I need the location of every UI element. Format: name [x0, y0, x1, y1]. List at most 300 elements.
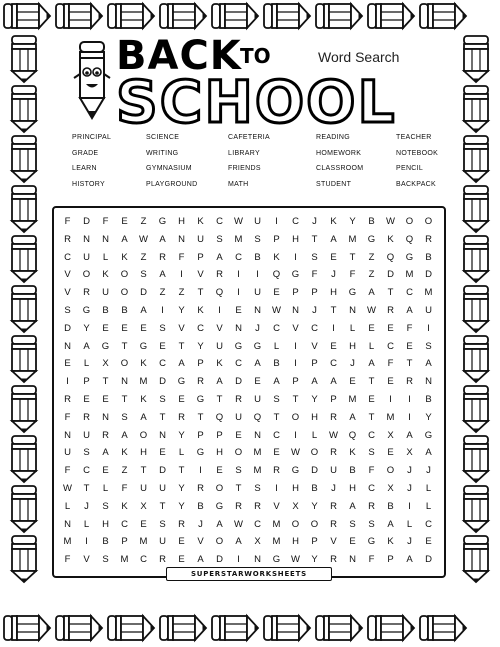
grid-letter[interactable]: U: [254, 216, 261, 227]
grid-letter[interactable]: R: [330, 554, 337, 566]
grid-letter[interactable]: I: [389, 393, 392, 405]
grid-letter[interactable]: E: [121, 322, 128, 334]
grid-letter[interactable]: T: [368, 376, 375, 388]
grid-letter[interactable]: E: [121, 216, 128, 227]
grid-letter[interactable]: K: [330, 216, 337, 227]
grid-letter[interactable]: H: [330, 287, 337, 299]
grid-letter[interactable]: E: [387, 322, 394, 334]
grid-letter[interactable]: S: [368, 518, 375, 530]
grid-letter[interactable]: T: [140, 465, 147, 477]
grid-letter[interactable]: N: [349, 304, 356, 316]
grid-letter[interactable]: N: [292, 304, 299, 316]
grid-letter[interactable]: N: [235, 322, 242, 334]
grid-letter[interactable]: A: [216, 376, 223, 388]
grid-letter[interactable]: G: [291, 269, 300, 281]
grid-letter[interactable]: V: [178, 322, 185, 334]
grid-letter[interactable]: C: [254, 518, 261, 530]
grid-letter[interactable]: A: [349, 411, 356, 423]
grid-letter[interactable]: F: [64, 554, 71, 566]
grid-letter[interactable]: R: [368, 500, 375, 512]
grid-letter[interactable]: V: [83, 554, 90, 566]
grid-letter[interactable]: G: [367, 233, 376, 245]
grid-letter[interactable]: W: [272, 304, 281, 316]
grid-letter[interactable]: S: [254, 233, 261, 245]
grid-letter[interactable]: Z: [368, 269, 375, 281]
grid-letter[interactable]: D: [425, 554, 432, 566]
grid-letter[interactable]: E: [273, 447, 280, 459]
grid-letter[interactable]: I: [294, 340, 297, 352]
grid-letter[interactable]: A: [406, 304, 413, 316]
grid-letter[interactable]: A: [121, 429, 128, 441]
grid-letter[interactable]: P: [387, 554, 394, 566]
grid-letter[interactable]: L: [349, 322, 356, 334]
grid-letter[interactable]: Y: [311, 500, 318, 512]
grid-letter[interactable]: G: [367, 536, 376, 548]
grid-letter[interactable]: I: [294, 429, 297, 441]
grid-letter[interactable]: C: [140, 554, 147, 566]
grid-letter[interactable]: A: [330, 376, 337, 388]
grid-letter[interactable]: L: [64, 500, 71, 512]
grid-letter[interactable]: R: [178, 518, 185, 530]
grid-letter[interactable]: E: [102, 393, 109, 405]
grid-letter[interactable]: L: [425, 500, 432, 512]
grid-letter[interactable]: F: [102, 216, 109, 227]
grid-letter[interactable]: G: [291, 465, 300, 477]
grid-letter[interactable]: N: [178, 233, 185, 245]
grid-letter[interactable]: U: [159, 536, 166, 548]
grid-letter[interactable]: M: [386, 411, 395, 423]
grid-letter[interactable]: B: [425, 251, 432, 263]
grid-letter[interactable]: S: [83, 447, 90, 459]
grid-letter[interactable]: U: [102, 287, 109, 299]
grid-letter[interactable]: D: [235, 376, 242, 388]
grid-letter[interactable]: N: [102, 233, 109, 245]
grid-letter[interactable]: H: [102, 518, 109, 530]
grid-letter[interactable]: D: [387, 269, 394, 281]
grid-letter[interactable]: J: [312, 216, 317, 227]
grid-letter[interactable]: J: [407, 465, 412, 477]
grid-letter[interactable]: N: [254, 304, 261, 316]
grid-letter[interactable]: N: [159, 429, 166, 441]
grid-letter[interactable]: Z: [178, 287, 185, 299]
grid-letter[interactable]: S: [311, 251, 318, 263]
grid-letter[interactable]: M: [120, 554, 129, 566]
grid-letter[interactable]: B: [121, 304, 128, 316]
grid-letter[interactable]: L: [368, 340, 375, 352]
grid-letter[interactable]: P: [273, 233, 280, 245]
grid-letter[interactable]: E: [159, 340, 166, 352]
grid-letter[interactable]: J: [331, 482, 336, 494]
grid-letter[interactable]: G: [348, 287, 357, 299]
grid-letter[interactable]: R: [254, 500, 261, 512]
grid-letter[interactable]: R: [216, 269, 223, 281]
grid-letter[interactable]: E: [140, 322, 147, 334]
grid-letter[interactable]: O: [386, 465, 395, 477]
grid-letter[interactable]: W: [386, 216, 395, 227]
grid-letter[interactable]: Y: [311, 554, 318, 566]
grid-letter[interactable]: I: [85, 536, 88, 548]
grid-letter[interactable]: H: [349, 340, 356, 352]
grid-letter[interactable]: S: [273, 393, 280, 405]
grid-letter[interactable]: R: [330, 518, 337, 530]
grid-letter[interactable]: E: [178, 554, 185, 566]
grid-letter[interactable]: I: [332, 322, 335, 334]
grid-letter[interactable]: I: [199, 465, 202, 477]
grid-letter[interactable]: A: [254, 358, 261, 370]
grid-letter[interactable]: I: [256, 269, 259, 281]
grid-letter[interactable]: N: [121, 376, 128, 388]
grid-letter[interactable]: W: [139, 233, 148, 245]
grid-letter[interactable]: S: [159, 322, 166, 334]
grid-letter[interactable]: K: [197, 216, 204, 227]
grid-letter[interactable]: J: [426, 465, 431, 477]
grid-letter[interactable]: Y: [178, 482, 185, 494]
grid-letter[interactable]: I: [294, 358, 297, 370]
grid-letter[interactable]: M: [253, 465, 262, 477]
grid-letter[interactable]: G: [234, 340, 243, 352]
grid-letter[interactable]: A: [102, 447, 109, 459]
grid-letter[interactable]: R: [425, 233, 432, 245]
grid-letter[interactable]: E: [235, 429, 242, 441]
grid-letter[interactable]: I: [408, 500, 411, 512]
grid-letter[interactable]: F: [349, 269, 356, 281]
grid-letter[interactable]: K: [387, 233, 394, 245]
grid-letter[interactable]: N: [425, 376, 432, 388]
grid-letter[interactable]: S: [254, 482, 261, 494]
grid-letter[interactable]: T: [273, 411, 280, 423]
grid-letter[interactable]: P: [121, 536, 128, 548]
grid-letter[interactable]: B: [368, 216, 375, 227]
grid-letter[interactable]: S: [425, 340, 432, 352]
grid-letter[interactable]: F: [368, 554, 375, 566]
grid-letter[interactable]: D: [425, 269, 432, 281]
grid-letter[interactable]: P: [83, 376, 90, 388]
grid-letter[interactable]: D: [311, 465, 318, 477]
grid-letter[interactable]: A: [140, 304, 147, 316]
grid-letter[interactable]: W: [291, 447, 300, 459]
grid-letter[interactable]: Q: [386, 251, 395, 263]
grid-letter[interactable]: N: [64, 429, 71, 441]
grid-letter[interactable]: Q: [348, 429, 357, 441]
grid-letter[interactable]: N: [83, 233, 90, 245]
grid-letter[interactable]: T: [178, 465, 185, 477]
grid-letter[interactable]: Y: [83, 322, 90, 334]
grid-letter[interactable]: T: [330, 304, 337, 316]
grid-letter[interactable]: G: [253, 340, 262, 352]
grid-letter[interactable]: T: [406, 358, 413, 370]
grid-letter[interactable]: E: [406, 340, 413, 352]
grid-letter[interactable]: C: [159, 358, 166, 370]
grid-letter[interactable]: A: [216, 251, 223, 263]
grid-letter[interactable]: F: [406, 322, 413, 334]
grid-letter[interactable]: X: [387, 429, 394, 441]
grid-letter[interactable]: H: [140, 447, 147, 459]
grid-letter[interactable]: T: [197, 411, 204, 423]
grid-letter[interactable]: E: [254, 376, 261, 388]
grid-letter[interactable]: G: [424, 429, 433, 441]
grid-letter[interactable]: O: [405, 216, 414, 227]
grid-letter[interactable]: G: [196, 447, 205, 459]
grid-letter[interactable]: I: [237, 269, 240, 281]
grid-letter[interactable]: M: [405, 269, 414, 281]
grid-letter[interactable]: S: [64, 304, 71, 316]
grid-letter[interactable]: F: [178, 251, 185, 263]
grid-letter[interactable]: P: [292, 376, 299, 388]
grid-letter[interactable]: C: [64, 251, 71, 263]
grid-letter[interactable]: C: [425, 518, 432, 530]
grid-letter[interactable]: V: [64, 287, 71, 299]
grid-letter[interactable]: L: [83, 518, 90, 530]
grid-letter[interactable]: U: [216, 340, 223, 352]
grid-letter[interactable]: I: [218, 304, 221, 316]
grid-letter[interactable]: V: [292, 322, 299, 334]
grid-letter[interactable]: L: [406, 518, 413, 530]
grid-letter[interactable]: A: [83, 340, 90, 352]
grid-letter[interactable]: R: [330, 411, 337, 423]
grid-letter[interactable]: O: [120, 287, 129, 299]
grid-letter[interactable]: G: [82, 304, 91, 316]
grid-letter[interactable]: C: [197, 322, 204, 334]
grid-letter[interactable]: B: [102, 536, 109, 548]
grid-letter[interactable]: F: [387, 358, 394, 370]
grid-letter[interactable]: Z: [368, 251, 375, 263]
grid-letter[interactable]: E: [387, 376, 394, 388]
grid-letter[interactable]: C: [216, 216, 223, 227]
grid-letter[interactable]: S: [368, 447, 375, 459]
grid-letter[interactable]: A: [197, 554, 204, 566]
grid-letter[interactable]: T: [235, 482, 242, 494]
grid-letter[interactable]: B: [254, 251, 261, 263]
grid-letter[interactable]: C: [311, 322, 318, 334]
grid-letter[interactable]: Z: [159, 287, 166, 299]
grid-letter[interactable]: X: [292, 500, 299, 512]
grid-letter[interactable]: A: [406, 554, 413, 566]
grid-letter[interactable]: L: [311, 429, 318, 441]
grid-letter[interactable]: L: [102, 251, 109, 263]
grid-letter[interactable]: S: [349, 518, 356, 530]
grid-letter[interactable]: U: [83, 251, 90, 263]
grid-letter[interactable]: M: [272, 518, 281, 530]
grid-letter[interactable]: D: [159, 465, 166, 477]
grid-letter[interactable]: J: [84, 500, 89, 512]
grid-letter[interactable]: K: [121, 500, 128, 512]
grid-letter[interactable]: K: [216, 358, 223, 370]
grid-letter[interactable]: A: [216, 518, 223, 530]
grid-letter[interactable]: B: [387, 500, 394, 512]
grid-letter[interactable]: Q: [253, 411, 262, 423]
grid-letter[interactable]: O: [215, 482, 224, 494]
grid-letter[interactable]: C: [235, 251, 242, 263]
grid-letter[interactable]: R: [159, 554, 166, 566]
grid-letter[interactable]: R: [102, 429, 109, 441]
grid-letter[interactable]: R: [178, 411, 185, 423]
grid-letter[interactable]: N: [102, 411, 109, 423]
grid-letter[interactable]: P: [311, 287, 318, 299]
grid-letter[interactable]: H: [349, 482, 356, 494]
grid-letter[interactable]: E: [273, 287, 280, 299]
grid-letter[interactable]: Q: [215, 411, 224, 423]
grid-letter[interactable]: A: [368, 358, 375, 370]
grid-letter[interactable]: C: [387, 340, 394, 352]
grid-letter[interactable]: R: [197, 482, 204, 494]
grid-letter[interactable]: H: [292, 233, 299, 245]
grid-letter[interactable]: E: [368, 322, 375, 334]
grid-letter[interactable]: E: [349, 376, 356, 388]
grid-letter[interactable]: K: [140, 358, 147, 370]
grid-letter[interactable]: Y: [178, 500, 185, 512]
grid-letter[interactable]: E: [83, 393, 90, 405]
grid-letter[interactable]: K: [102, 269, 109, 281]
grid-letter[interactable]: P: [197, 429, 204, 441]
grid-letter[interactable]: T: [311, 233, 318, 245]
grid-letter[interactable]: T: [159, 500, 166, 512]
grid-letter[interactable]: V: [273, 500, 280, 512]
grid-letter[interactable]: E: [140, 518, 147, 530]
grid-letter[interactable]: S: [140, 269, 147, 281]
grid-letter[interactable]: T: [368, 411, 375, 423]
grid-letter[interactable]: E: [368, 393, 375, 405]
grid-letter[interactable]: E: [235, 304, 242, 316]
grid-letter[interactable]: W: [329, 429, 338, 441]
grid-letter[interactable]: C: [368, 429, 375, 441]
grid-letter[interactable]: O: [234, 447, 243, 459]
grid-letter[interactable]: V: [216, 322, 223, 334]
grid-letter[interactable]: R: [330, 500, 337, 512]
grid-letter[interactable]: I: [180, 269, 183, 281]
grid-letter[interactable]: P: [330, 393, 337, 405]
grid-letter[interactable]: F: [64, 216, 71, 227]
grid-letter[interactable]: Z: [140, 251, 147, 263]
grid-letter[interactable]: B: [311, 482, 318, 494]
grid-letter[interactable]: S: [216, 233, 223, 245]
grid-letter[interactable]: G: [101, 340, 110, 352]
grid-letter[interactable]: U: [254, 287, 261, 299]
grid-letter[interactable]: R: [64, 393, 71, 405]
grid-letter[interactable]: X: [254, 536, 261, 548]
grid-letter[interactable]: R: [197, 376, 204, 388]
grid-letter[interactable]: I: [237, 554, 240, 566]
grid-letter[interactable]: E: [178, 536, 185, 548]
grid-letter[interactable]: U: [254, 393, 261, 405]
grid-letter[interactable]: M: [348, 393, 357, 405]
grid-letter[interactable]: V: [197, 269, 204, 281]
grid-letter[interactable]: O: [291, 518, 300, 530]
grid-letter[interactable]: S: [121, 411, 128, 423]
grid-letter[interactable]: M: [63, 536, 72, 548]
grid-letter[interactable]: I: [408, 411, 411, 423]
grid-letter[interactable]: V: [311, 340, 318, 352]
grid-letter[interactable]: U: [235, 411, 242, 423]
grid-letter[interactable]: C: [83, 465, 90, 477]
grid-letter[interactable]: R: [159, 251, 166, 263]
grid-letter[interactable]: L: [83, 358, 90, 370]
grid-letter[interactable]: E: [178, 393, 185, 405]
grid-letter[interactable]: J: [312, 304, 317, 316]
grid-letter[interactable]: H: [216, 447, 223, 459]
grid-letter[interactable]: R: [83, 287, 90, 299]
grid-letter[interactable]: J: [407, 482, 412, 494]
grid-letter[interactable]: P: [197, 251, 204, 263]
grid-letter[interactable]: R: [387, 304, 394, 316]
grid-letter[interactable]: S: [102, 500, 109, 512]
grid-letter[interactable]: P: [216, 429, 223, 441]
grid-letter[interactable]: T: [292, 393, 299, 405]
grid-letter[interactable]: E: [330, 340, 337, 352]
grid-letter[interactable]: Y: [311, 393, 318, 405]
grid-letter[interactable]: E: [330, 251, 337, 263]
grid-letter[interactable]: Y: [178, 304, 185, 316]
grid-letter[interactable]: R: [83, 411, 90, 423]
grid-letter[interactable]: T: [83, 482, 90, 494]
grid-letter[interactable]: Q: [272, 269, 281, 281]
grid-letter[interactable]: E: [159, 447, 166, 459]
grid-letter[interactable]: Z: [121, 465, 128, 477]
grid-letter[interactable]: U: [197, 233, 204, 245]
grid-letter[interactable]: I: [275, 482, 278, 494]
grid-letter[interactable]: K: [121, 251, 128, 263]
grid-letter[interactable]: R: [64, 233, 71, 245]
grid-letter[interactable]: N: [254, 429, 261, 441]
grid-letter[interactable]: W: [234, 216, 243, 227]
grid-letter[interactable]: A: [425, 447, 432, 459]
grid-letter[interactable]: Q: [215, 287, 224, 299]
grid-letter[interactable]: P: [292, 287, 299, 299]
grid-letter[interactable]: W: [291, 554, 300, 566]
grid-letter[interactable]: I: [237, 287, 240, 299]
grid-letter[interactable]: E: [387, 447, 394, 459]
grid-letter[interactable]: K: [121, 447, 128, 459]
grid-letter[interactable]: U: [140, 482, 147, 494]
grid-letter[interactable]: K: [140, 393, 147, 405]
grid-letter[interactable]: V: [64, 269, 71, 281]
grid-letter[interactable]: U: [330, 465, 337, 477]
grid-letter[interactable]: P: [311, 358, 318, 370]
grid-letter[interactable]: A: [406, 429, 413, 441]
grid-letter[interactable]: D: [140, 287, 147, 299]
grid-letter[interactable]: W: [367, 304, 376, 316]
grid-letter[interactable]: O: [310, 447, 319, 459]
grid-letter[interactable]: E: [102, 322, 109, 334]
grid-letter[interactable]: J: [331, 269, 336, 281]
grid-letter[interactable]: E: [425, 536, 432, 548]
grid-letter[interactable]: O: [215, 536, 224, 548]
grid-letter[interactable]: U: [425, 304, 432, 316]
grid-letter[interactable]: W: [234, 518, 243, 530]
grid-letter[interactable]: C: [235, 358, 242, 370]
grid-letter[interactable]: O: [120, 358, 129, 370]
grid-letter[interactable]: R: [235, 500, 242, 512]
grid-letter[interactable]: I: [294, 251, 297, 263]
grid-letter[interactable]: N: [64, 340, 71, 352]
grid-letter[interactable]: L: [425, 482, 432, 494]
grid-letter[interactable]: F: [64, 465, 71, 477]
grid-letter[interactable]: A: [330, 233, 337, 245]
grid-letter[interactable]: A: [159, 269, 166, 281]
grid-letter[interactable]: C: [368, 482, 375, 494]
grid-letter[interactable]: M: [348, 233, 357, 245]
grid-letter[interactable]: M: [234, 233, 243, 245]
grid-letter[interactable]: F: [64, 411, 71, 423]
grid-letter[interactable]: X: [406, 447, 413, 459]
grid-letter[interactable]: M: [139, 376, 148, 388]
grid-letter[interactable]: T: [178, 340, 185, 352]
grid-letter[interactable]: O: [82, 269, 91, 281]
grid-letter[interactable]: M: [253, 447, 262, 459]
grid-letter[interactable]: G: [405, 251, 414, 263]
grid-letter[interactable]: L: [273, 340, 280, 352]
grid-letter[interactable]: P: [197, 358, 204, 370]
grid-letter[interactable]: R: [330, 447, 337, 459]
